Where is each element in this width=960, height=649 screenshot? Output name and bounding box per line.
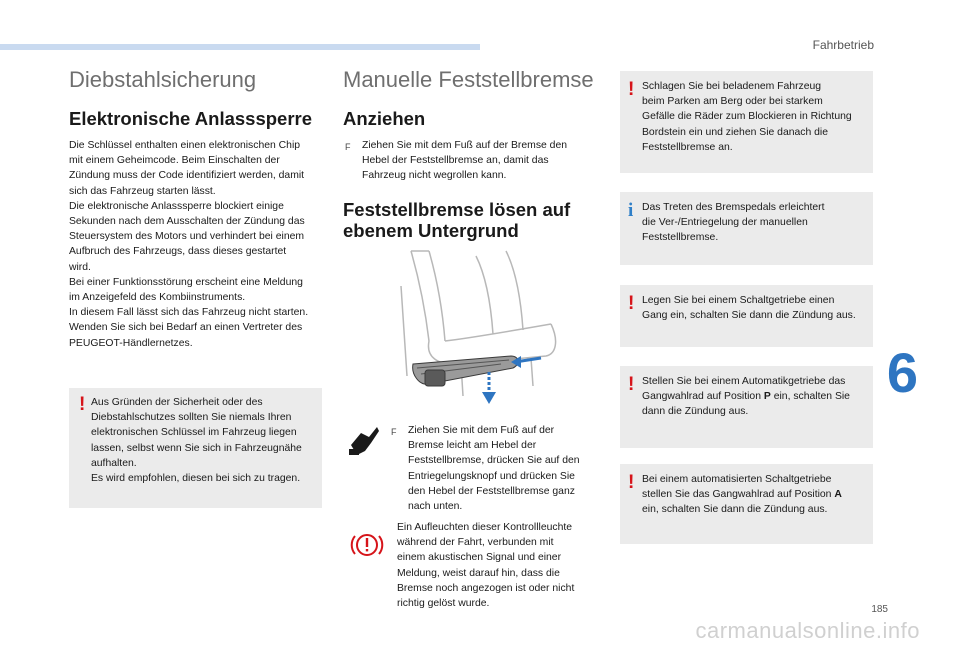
automatic-gearbox-warning-box xyxy=(620,366,873,448)
seat-handbrake-illustration xyxy=(381,246,570,409)
page-number: 185 xyxy=(871,604,888,615)
immobiliser-paragraph: Die Schlüssel enthalten einen elektronischen Chip mit einem Geheimcode. Beim Einschalten der Zündung muss der Code identifiziert werden, damit sich das Fahrzeug starten lässt. Die elektronische Anlasssperre blockiert einige Sekunden nach dem Ausschalten der Zündung das Steuersystem des Motors und verhindert bei einem Aufbruch des Fahrzeugs, dass dieses gestartet wird. Bei einer Funktionsstörung erscheint eine Meldung im Anzeigefeld des Kombiinstruments. In diesem Fall lässt sich das Fahrzeug nicht starten. Wenden Sie sich bei Bedarf an einen Vertreter des PEUGEOT-Händlernetzes. xyxy=(69,140,309,349)
exclamation-icon: ! xyxy=(79,394,86,415)
automated-gearbox-text-end: ein, schalten Sie dann die Zündung aus. xyxy=(642,504,828,516)
watermark: carmanualsonline.info xyxy=(695,618,920,643)
exclamation-icon: ! xyxy=(628,79,635,100)
info-icon: i xyxy=(628,200,634,221)
page-heading-parking-brake: Manuelle Feststellbremse xyxy=(343,67,594,92)
subheading-immobiliser: Elektronische Anlasssperre xyxy=(69,108,313,129)
automated-gearbox-text-start: Bei einem automatisierten Schaltgetriebe stellen Sie das Gangwahlrad auf Position xyxy=(642,474,832,501)
position-p-label: P xyxy=(763,391,771,403)
brake-warning-light-icon xyxy=(349,530,385,560)
automated-gearbox-warning-box xyxy=(620,464,873,544)
warning-light-explanation: Ein Aufleuchten dieser Kontrollleuchte während der Fahrt, verbunden mit einem akustischen Signal und einer Meldung, weist darauf hin, dass die Bremse noch angezogen ist oder nicht richtig gelöst wurde. xyxy=(397,522,575,610)
subheading-release: Feststellbremse lösen auf ebenem Untergrund xyxy=(343,199,571,241)
automatic-gearbox-text-start: Stellen Sie bei einem Automatikgetriebe das Gangwahlrad auf Position xyxy=(642,376,846,403)
manual-gearbox-warning-text: Legen Sie bei einem Schaltgetriebe einen Gang ein, schalten Sie dann die Zündung aus. xyxy=(642,295,856,322)
exclamation-icon: ! xyxy=(628,472,635,493)
slope-parking-warning-text: Schlagen Sie bei beladenem Fahrzeug beim Parken am Berg oder bei starkem Gefälle die Räder zum Blockieren in Richtung Bordstein ein und ziehen Sie danach die Feststellbremse an. xyxy=(642,81,852,153)
header-bar xyxy=(0,44,480,50)
automatic-gearbox-warning-text xyxy=(642,374,872,420)
automatic-gearbox-text-end: ein, schalten Sie dann die Zündung aus. xyxy=(642,391,850,418)
automated-gearbox-warning-text xyxy=(642,472,872,518)
release-instruction: Ziehen Sie mit dem Fuß auf der Bremse leicht am Hebel der Feststellbremse, drücken Sie auf den Entriegelungsknopf und drücken Sie den Hebel der Feststellbremse ganz nach unten. xyxy=(408,425,580,513)
subheading-apply: Anziehen xyxy=(343,108,426,129)
foot-on-brake-icon xyxy=(347,423,381,459)
page-heading-anti-theft: Diebstahlsicherung xyxy=(69,67,257,92)
security-warning-text: Aus Gründen der Sicherheit oder des Diebstahlschutzes sollten Sie niemals Ihren elektronischen Schlüssel im Fahrzeug liegen lassen, selbst wenn Sie sich in Fahrzeugnähe aufhalten. Es wird empfohlen, diesen bei sich zu tragen. xyxy=(91,397,302,485)
position-a-label: A xyxy=(834,489,842,501)
security-warning-box xyxy=(69,388,322,508)
section-title: Fahrbetrieb xyxy=(812,38,874,52)
manual-gearbox-warning-box xyxy=(620,285,873,347)
brake-pedal-info-box xyxy=(620,192,873,265)
brake-pedal-info-text: Das Treten des Bremspedals erleichtert die Ver-/Entriegelung der manuellen Feststellbremse. xyxy=(642,202,825,244)
exclamation-icon: ! xyxy=(628,374,635,395)
bullet-marker: F xyxy=(391,427,397,437)
exclamation-icon: ! xyxy=(628,293,635,314)
chapter-number: 6 xyxy=(886,341,918,404)
slope-parking-warning-box xyxy=(620,71,873,173)
apply-instruction: Ziehen Sie mit dem Fuß auf der Bremse den Hebel der Feststellbremse an, damit das Fahrzeug nicht wegrollen kann. xyxy=(362,140,568,182)
bullet-marker: F xyxy=(345,142,351,152)
